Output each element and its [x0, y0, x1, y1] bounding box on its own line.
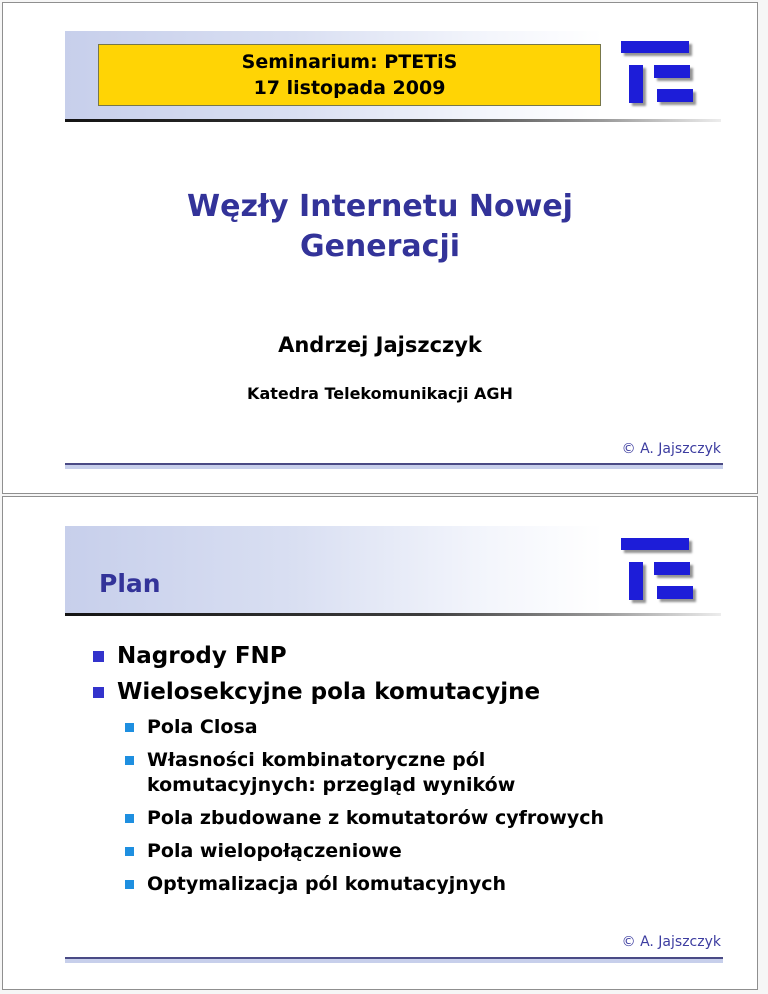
list-item — [3, 643, 741, 670]
logo-bar-middle — [654, 65, 690, 78]
footer-rule-light — [65, 465, 723, 469]
list-item — [3, 806, 741, 831]
footer-rule — [65, 957, 723, 963]
slide-title-line1: Węzły Internetu Nowej — [187, 189, 573, 224]
slide-page-2 — [2, 496, 758, 990]
list-item-label: Optymalizacja pól komutacyjnych — [147, 873, 507, 895]
copyright-note: © A. Jajszczyk — [621, 934, 721, 950]
list-item-label: Pola zbudowane z komutatorów cyfrowych — [147, 807, 605, 829]
te-blocks-logo-icon — [621, 538, 695, 600]
list-item-label: Nagrody FNP — [117, 643, 287, 669]
bullet-square-icon — [125, 756, 134, 765]
list-item-label: Pola Closa — [147, 716, 258, 738]
affiliation: Katedra Telekomunikacji AGH — [247, 384, 513, 403]
te-blocks-logo-icon — [621, 41, 695, 103]
bullet-square-icon — [125, 814, 134, 823]
bullet-square-icon — [93, 687, 104, 698]
bullet-square-icon — [125, 880, 134, 889]
list-item — [3, 679, 741, 706]
list-item — [3, 715, 741, 740]
logo-bar-bottom — [657, 89, 693, 102]
list-item — [3, 872, 741, 897]
logo-bar-bottom — [657, 586, 693, 599]
seminar-banner-line2: 17 listopada 2009 — [253, 77, 446, 99]
list-item-label: Pola wielopołączeniowe — [147, 840, 402, 862]
bullet-square-icon — [93, 651, 104, 662]
header-underline — [65, 119, 721, 122]
bullet-square-icon — [125, 723, 134, 732]
logo-bar-top — [621, 41, 689, 53]
logo-bar-vertical — [629, 562, 643, 600]
logo-bar-vertical — [629, 65, 643, 103]
slide-title — [3, 187, 757, 267]
seminar-banner-line1: Seminarium: PTETiS — [241, 51, 458, 73]
slide-page-1 — [2, 2, 758, 494]
footer-rule — [65, 463, 723, 469]
logo-bar-top — [621, 538, 689, 550]
footer-rule-light — [65, 959, 723, 963]
bullet-square-icon — [125, 847, 134, 856]
slide-title-line2: Generacji — [299, 229, 461, 264]
copyright-note: © A. Jajszczyk — [621, 441, 721, 457]
author-name: Andrzej Jajszczyk — [278, 333, 482, 357]
list-item — [3, 748, 741, 798]
bullet-list — [3, 643, 741, 905]
list-item-label: Wielosekcyjne pola komutacyjne — [117, 679, 541, 705]
logo-bar-middle — [654, 562, 690, 575]
list-item — [3, 839, 741, 864]
slide-title: Plan — [99, 569, 161, 598]
list-item-label: Własności kombinatoryczne pól komutacyjnych: przegląd wyników — [147, 749, 516, 796]
seminar-banner — [98, 44, 601, 106]
header-underline — [65, 613, 721, 616]
